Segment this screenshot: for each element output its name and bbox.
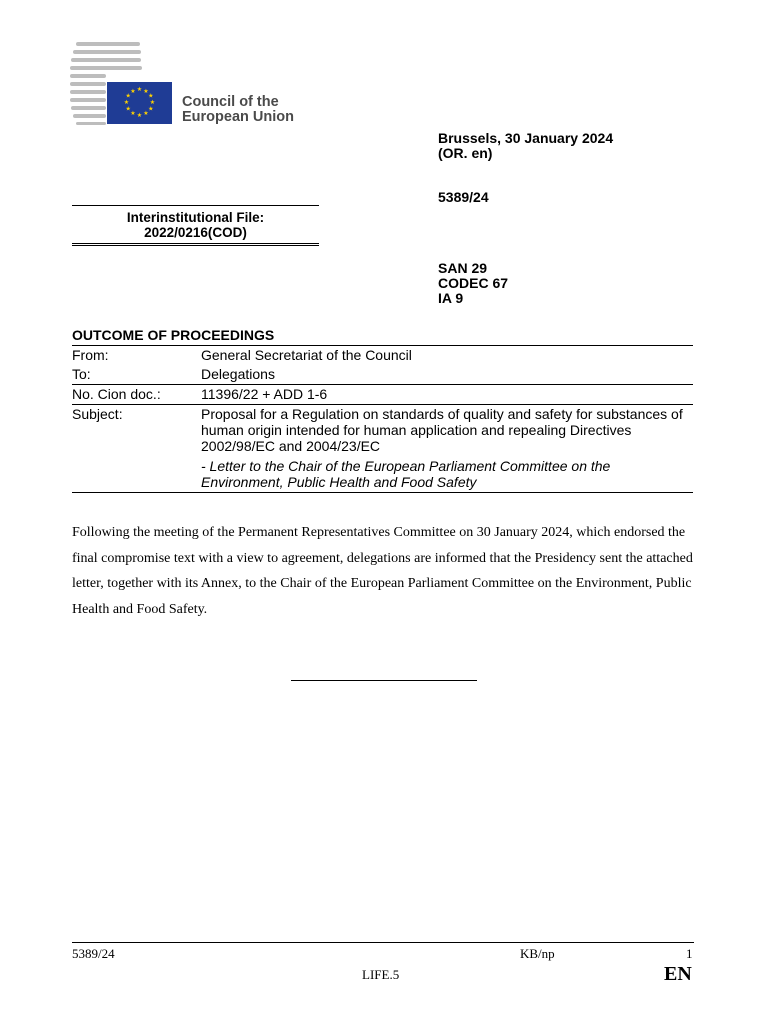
table-row	[72, 385, 693, 405]
subject-note: - Letter to the Chair of the European Parliament Committee on the Environment, Public Health and Food Safety	[201, 458, 611, 490]
svg-text:★: ★	[148, 92, 154, 100]
svg-text:★: ★	[125, 92, 131, 100]
footer-initials: KB/np	[520, 946, 555, 961]
date-line: Brussels, 30 January 2024	[438, 130, 614, 146]
table-row	[72, 405, 693, 493]
code-ia: IA 9	[438, 290, 464, 306]
row-value-to: Delegations	[201, 366, 275, 382]
row-value-from: General Secretariat of the Council	[201, 346, 693, 366]
svg-text:★: ★	[130, 110, 136, 118]
row-label-from: From:	[72, 346, 201, 366]
svg-text:★: ★	[143, 110, 149, 118]
svg-text:★: ★	[148, 105, 154, 113]
interinstitutional-file	[72, 205, 319, 246]
footer-doc-number: 5389/24	[72, 946, 115, 961]
org-name-line2: European Union	[182, 109, 294, 125]
footer-page-number: 1	[686, 946, 693, 961]
footer-language: EN	[664, 963, 692, 985]
svg-text:★: ★	[123, 99, 130, 106]
council-logo-icon	[70, 40, 180, 126]
code-san: SAN 29	[438, 260, 488, 276]
svg-text:★: ★	[136, 86, 143, 93]
subject-text: Proposal for a Regulation on standards of quality and safety for substances of human origin intended for human application and repealing Directives 2002/98/EC and 2004/23/EC	[201, 406, 683, 454]
outcome-title: OUTCOME OF PROCEEDINGS	[72, 327, 275, 343]
org-name-line1: Council of the	[182, 94, 279, 110]
table-row	[72, 365, 693, 385]
date-block	[438, 131, 613, 161]
row-value-cion-doc: 11396/22 + ADD 1-6	[201, 385, 693, 405]
original-language: (OR. en)	[438, 145, 493, 161]
svg-text:★: ★	[149, 99, 156, 106]
document-number: 5389/24	[438, 189, 489, 205]
code-codec: CODEC 67	[438, 275, 509, 291]
svg-text:★: ★	[143, 87, 149, 95]
proceedings-table	[72, 345, 693, 493]
table-row	[72, 346, 693, 366]
interinstitutional-label: Interinstitutional File:	[126, 210, 265, 225]
organization-name	[182, 95, 294, 125]
footer-rule	[72, 942, 694, 943]
svg-text:★: ★	[130, 87, 136, 95]
row-label-cion-doc: No. Cion doc.:	[72, 385, 201, 405]
svg-text:★: ★	[125, 105, 131, 113]
footer-unit: LIFE.5	[362, 967, 400, 982]
row-label-to: To:	[72, 366, 91, 382]
separator-line	[291, 680, 477, 681]
body-paragraph: Following the meeting of the Permanent Representatives Committee on 30 January 2024, which endorsed the final compromise text with a view to agreement, delegations are informed that the Presidency sent the attached letter, together with its Annex, to the Chair of the European Parliament Committee on the Environment, Public Health and Food Safety.	[72, 525, 693, 617]
row-value-subject-cell	[201, 405, 693, 493]
interinstitutional-value: 2022/0216(COD)	[144, 225, 247, 240]
classification-codes	[438, 261, 508, 306]
svg-text:★: ★	[136, 112, 143, 119]
row-label-subject: Subject:	[72, 405, 201, 493]
